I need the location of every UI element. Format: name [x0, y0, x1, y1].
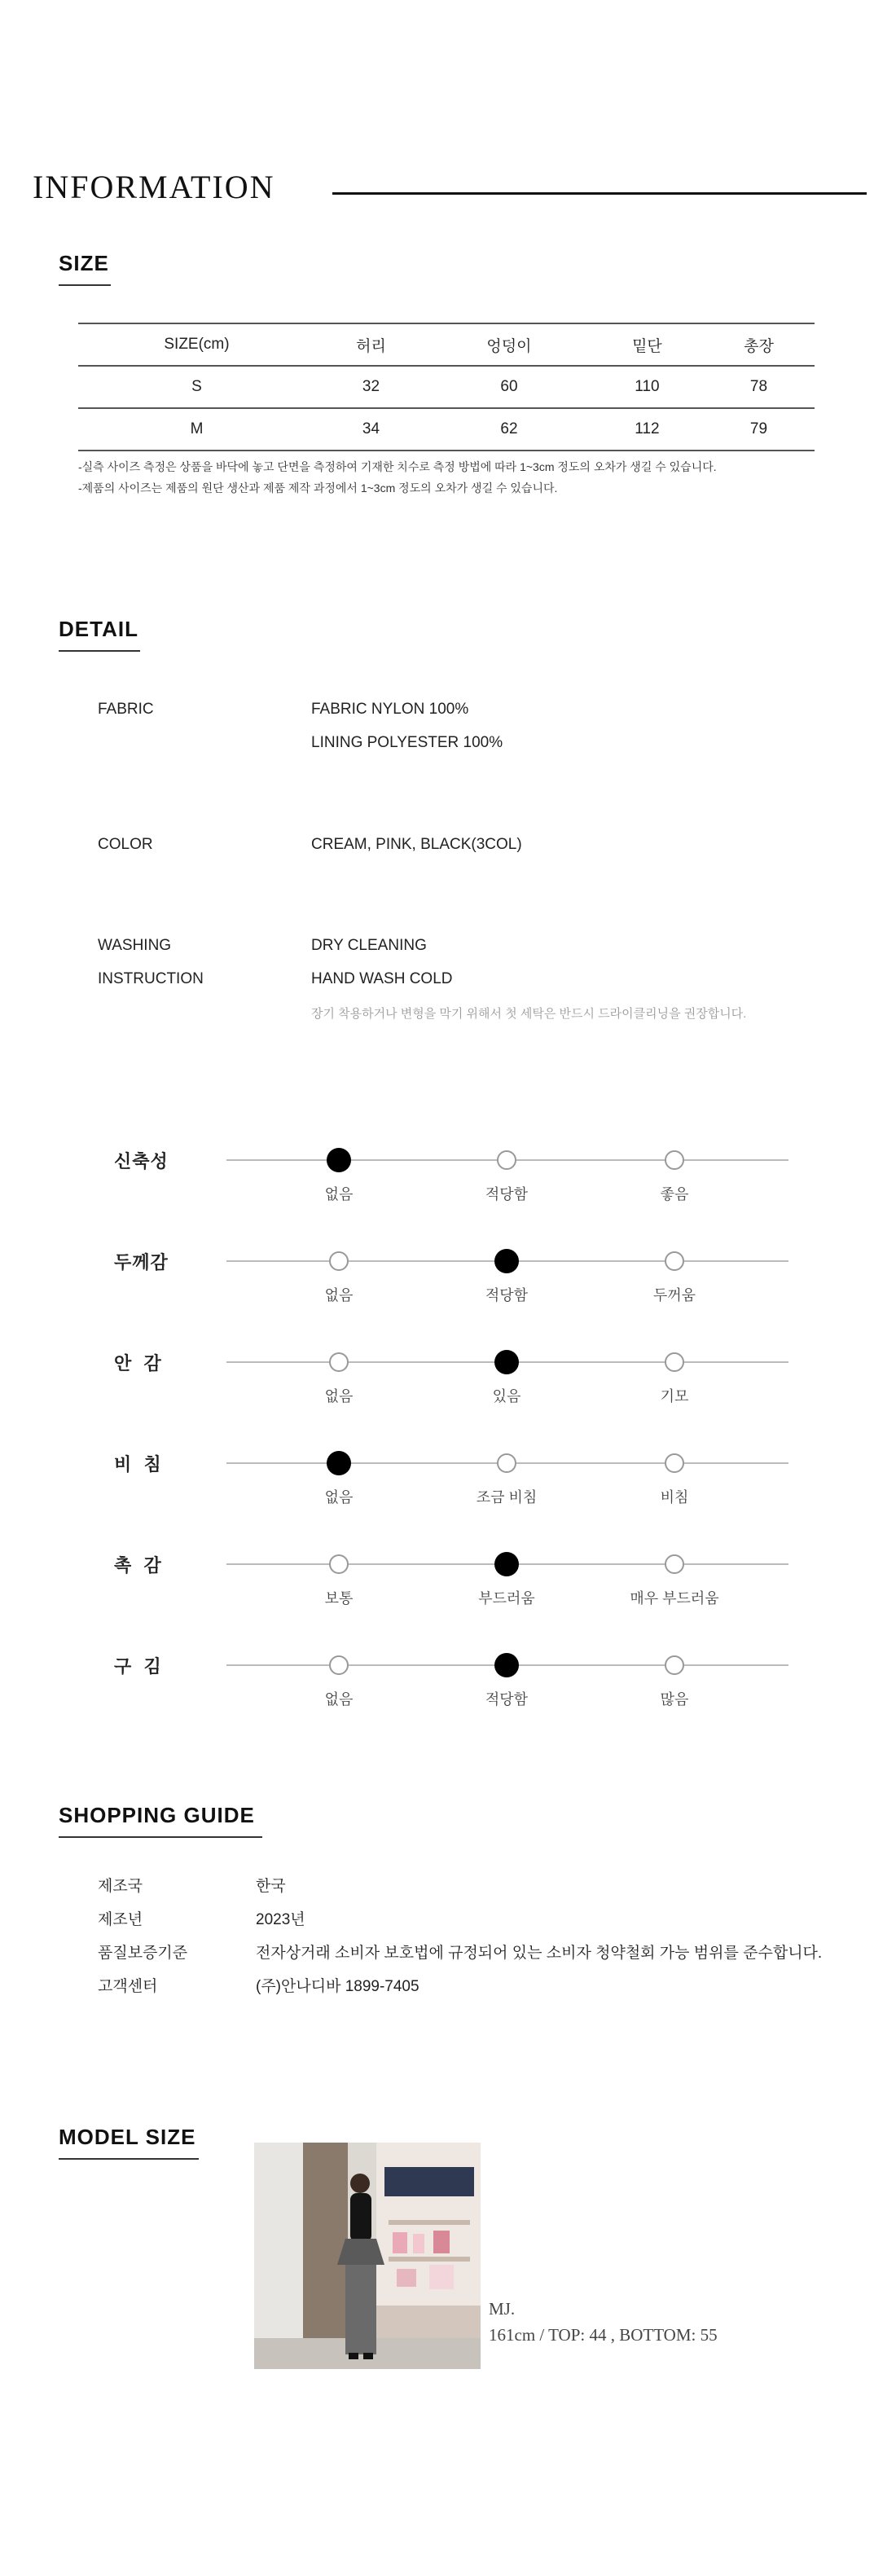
- scale-option-label: 없음: [324, 1287, 354, 1303]
- scale-dot: [497, 1150, 516, 1170]
- color-value: CREAM, PINK, BLACK(3COL): [311, 836, 522, 853]
- scale-dot: [329, 1352, 349, 1372]
- color-label: COLOR: [98, 836, 153, 853]
- size-cell: M: [190, 420, 204, 437]
- size-table: [78, 323, 815, 451]
- scale-option-label: 많음: [660, 1691, 689, 1708]
- shopping-guide-title: SHOPPING GUIDE: [59, 1803, 255, 1827]
- model-name: MJ.: [489, 2299, 516, 2319]
- guide-value: (주)안나디바 1899-7405: [256, 1978, 419, 1995]
- size-section-title: SIZE: [59, 251, 109, 275]
- size-note: -실측 사이즈 측정은 상품을 바닥에 놓고 단면을 측정하여 기재한 치수로 측정 방법에 따라 1~3cm 정도의 오차가 생길 수 있습니다.: [78, 460, 717, 473]
- scale-option-label: 없음: [324, 1388, 354, 1404]
- scale-dot: [329, 1554, 349, 1574]
- scale-option-label: 기모: [660, 1388, 689, 1404]
- scale-dot-selected: [494, 1552, 519, 1576]
- scale-dot: [497, 1453, 516, 1473]
- model-size-underline: [59, 2158, 199, 2160]
- size-col-header: SIZE(cm): [164, 336, 230, 353]
- scale-option-label: 부드러움: [478, 1590, 535, 1607]
- scale-option-label: 적당함: [485, 1691, 529, 1708]
- scale-dot-selected: [494, 1350, 519, 1374]
- size-cell: 78: [749, 378, 768, 395]
- scale-option-label: 없음: [324, 1489, 354, 1506]
- detail-section-title: DETAIL: [59, 617, 138, 641]
- model-measurements: 161cm / TOP: 44 , BOTTOM: 55: [489, 2325, 718, 2345]
- shopping-guide-underline: [59, 1836, 262, 1838]
- size-table-header-row: [78, 323, 815, 366]
- scale-dot: [665, 1554, 684, 1574]
- guide-value: 전자상거래 소비자 보호법에 규정되어 있는 소비자 청약철회 가능 범위를 준수합니다.: [256, 1945, 823, 1962]
- washing-note: 장기 착용하거나 변형을 막기 위해서 첫 세탁은 반드시 드라이클리닝을 권장합니다.: [311, 1007, 747, 1021]
- scale-option-label: 좋음: [660, 1186, 689, 1202]
- size-col-header: 허리: [356, 337, 386, 355]
- scale-label: 안 감: [114, 1353, 162, 1374]
- size-col-header: 엉덩이: [486, 337, 532, 355]
- scale-option-label: 보통: [324, 1590, 354, 1607]
- size-col-header: 밑단: [632, 337, 662, 355]
- scale-option-label: 없음: [324, 1186, 354, 1202]
- scale-dot: [665, 1251, 684, 1271]
- size-cell: 32: [362, 378, 380, 395]
- guide-value: 한국: [256, 1878, 286, 1895]
- size-note: -제품의 사이즈는 제품의 원단 생산과 제품 제작 과정에서 1~3cm 정도의 오차가 생길 수 있습니다.: [78, 481, 558, 495]
- scale-dot: [665, 1150, 684, 1170]
- guide-label: 제조년: [98, 1911, 143, 1928]
- scale-option-label: 두꺼움: [652, 1287, 696, 1303]
- scale-dot-selected: [494, 1653, 519, 1677]
- table-row: [78, 366, 815, 408]
- guide-label: 고객센터: [98, 1978, 158, 1995]
- size-cell: S: [191, 378, 202, 395]
- page-title: INFORMATION: [33, 169, 275, 205]
- size-title-underline: [59, 284, 111, 286]
- size-cell: 110: [635, 378, 660, 395]
- fabric-label: FABRIC: [98, 701, 154, 718]
- scale-option-label: 비침: [660, 1489, 689, 1506]
- guide-label: 품질보증기준: [98, 1945, 188, 1962]
- lining-value: LINING POLYESTER 100%: [311, 734, 503, 751]
- scale-dot: [665, 1453, 684, 1473]
- scale-label: 촉 감: [114, 1555, 162, 1576]
- scale-dot: [665, 1655, 684, 1675]
- model-photo: [254, 2143, 481, 2369]
- fabric-value: FABRIC NYLON 100%: [311, 701, 469, 718]
- scale-dot-selected: [327, 1148, 351, 1172]
- washing-value: HAND WASH COLD: [311, 970, 453, 987]
- scale-dot: [329, 1251, 349, 1271]
- size-cell: 62: [500, 420, 518, 437]
- washing-label: WASHING: [98, 937, 172, 954]
- guide-value: 2023년: [256, 1911, 305, 1928]
- scale-dot-selected: [327, 1451, 351, 1475]
- size-cell: 112: [635, 420, 660, 437]
- size-cell: 34: [362, 420, 380, 437]
- scale-option-label: 조금 비침: [476, 1489, 538, 1506]
- washing-value: DRY CLEANING: [311, 937, 427, 954]
- model-size-title: MODEL SIZE: [59, 2125, 196, 2149]
- scale-label: 신축성: [114, 1151, 169, 1172]
- size-cell: 79: [749, 420, 768, 437]
- scale-label: 비 침: [114, 1454, 162, 1475]
- scale-dot: [329, 1655, 349, 1675]
- detail-title-underline: [59, 650, 140, 652]
- table-row: [78, 408, 815, 451]
- scale-option-label: 적당함: [485, 1186, 529, 1202]
- scale-label: 구 김: [114, 1656, 162, 1677]
- size-cell: 60: [500, 378, 518, 395]
- title-divider: [332, 192, 867, 195]
- guide-label: 제조국: [98, 1878, 143, 1895]
- scale-label: 두께감: [114, 1252, 169, 1273]
- scale-dot: [665, 1352, 684, 1372]
- scale-option-label: 매우 부드러움: [630, 1590, 719, 1607]
- scale-dot-selected: [494, 1249, 519, 1273]
- instruction-label: INSTRUCTION: [98, 970, 204, 987]
- scale-option-label: 적당함: [485, 1287, 529, 1303]
- scale-option-label: 있음: [492, 1388, 521, 1404]
- scale-option-label: 없음: [324, 1691, 354, 1708]
- size-col-header: 총장: [744, 337, 774, 355]
